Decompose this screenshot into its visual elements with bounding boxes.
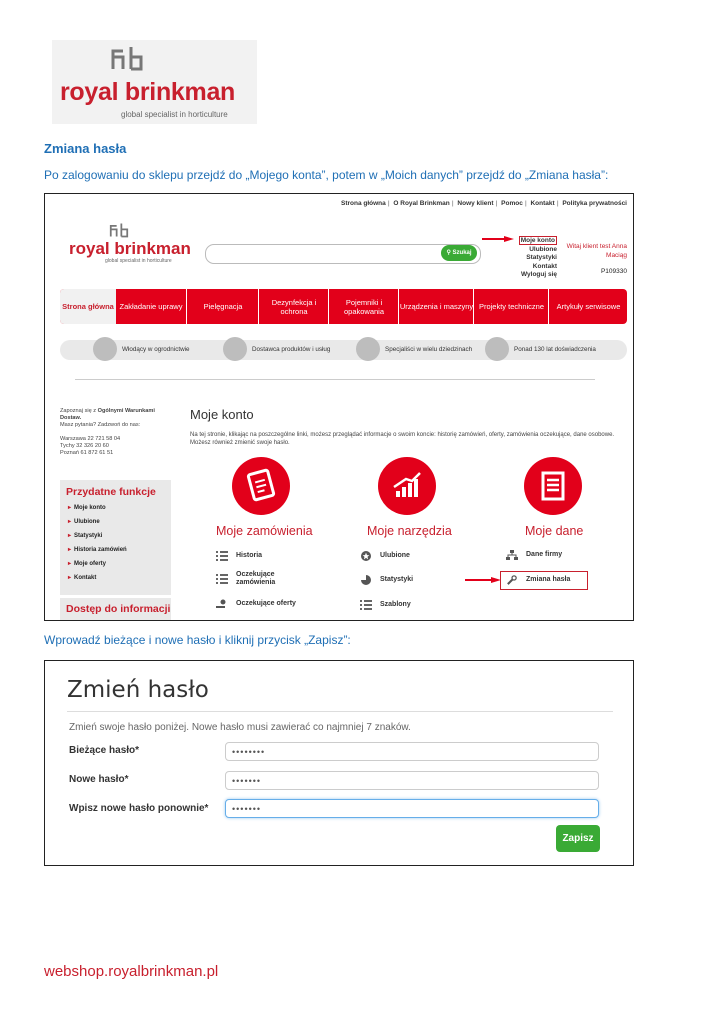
site-logo-tagline: global specialist in horticulture <box>105 258 172 264</box>
category-nav <box>60 289 627 324</box>
instruction-text-1: Po zalogowaniu do sklepu przejdź do „Mojego konta”, potem w „Moich danych” przejdź do „Zmiana hasła”: <box>44 168 609 182</box>
link-pending-offers-label: Oczekujące oferty <box>236 600 296 607</box>
new-password-label: Nowe hasło* <box>69 774 129 785</box>
red-arrow-icon <box>482 236 514 242</box>
top-nav-home[interactable]: Strona główna <box>340 200 386 207</box>
search-button[interactable] <box>441 245 477 261</box>
account-menu-contact[interactable]: Kontakt <box>532 262 557 270</box>
usp-bar <box>60 340 627 360</box>
link-company-data-label: Dane firmy <box>526 551 563 558</box>
data-column-title[interactable]: Moje dane <box>525 524 584 538</box>
usp-leader: Włodący w ogrodnictwie <box>122 346 190 353</box>
repeat-password-label: Wpisz nowe hasło ponownie* <box>69 803 209 814</box>
category-technical-projects[interactable]: Projekty techniczne <box>473 289 549 324</box>
terms-link[interactable]: Ogólnymi Warunkami Dostaw. <box>60 408 155 421</box>
top-nav-privacy[interactable]: Polityka prywatności <box>562 200 627 207</box>
welcome-text: Witaj klient test Anna Maciąg <box>566 243 627 259</box>
info-access-title[interactable]: Dostęp do informacji <box>66 603 171 615</box>
brand-emblem-icon <box>110 45 144 71</box>
hand-coin-icon <box>216 599 228 609</box>
category-disinfection[interactable]: Dezynfekcja i ochrona <box>258 289 329 324</box>
account-menu-my-account[interactable]: Moje konto <box>520 237 555 244</box>
account-menu-logout[interactable]: Wyloguj się <box>521 271 557 278</box>
top-nav: Strona główna | O Royal Brinkman | Nowy klient | Pomoc | Kontakt | Polityka prywatności <box>340 200 627 207</box>
top-nav-new-client[interactable]: Nowy klient <box>457 200 494 207</box>
account-menu-favorites[interactable]: Ulubione <box>529 245 557 253</box>
sidebar-item-my-account[interactable]: ▸ Moje konto <box>68 501 127 515</box>
sidebar-item-statistics[interactable]: ▸ Statystyki <box>68 529 127 543</box>
phone-poznan: Poznań 61 872 61 51 <box>60 450 114 456</box>
star-icon <box>360 551 372 561</box>
terms-prefix: Zapoznaj się z <box>60 408 97 414</box>
tools-column-title[interactable]: Moje narzędzia <box>367 524 452 538</box>
pie-chart-icon <box>360 575 372 585</box>
new-password-field[interactable]: ••••••• <box>225 771 599 790</box>
form-description: Zmień swoje hasło poniżej. Nowe hasło musi zawierać co najmniej 7 znaków. <box>69 722 411 733</box>
account-menu-statistics[interactable]: Statystyki <box>526 254 557 261</box>
sidebar-info <box>60 408 170 457</box>
account-description: Na tej stronie, klikając na poszczególne linki, możesz przeglądać informacje o swoim koncie: historię zamówień, oferty, zamówienia oczekujące, dane osobowe. Możesz również zmienić swoje hasło. <box>190 432 615 446</box>
link-pending-orders-label: Oczekujące zamówienia <box>236 571 276 586</box>
site-logo[interactable]: royal brinkman <box>69 239 191 258</box>
site-logo-emblem-icon <box>109 222 129 238</box>
receipt-icon[interactable] <box>232 457 290 515</box>
category-machines[interactable]: Urządzenia i maszyny <box>398 289 474 324</box>
save-button[interactable]: Zapisz <box>556 825 600 852</box>
top-nav-contact[interactable]: Kontakt <box>530 200 555 207</box>
account-page-screenshot <box>44 193 634 621</box>
search-input[interactable] <box>205 244 481 264</box>
top-nav-about[interactable]: O Royal Brinkman <box>393 200 450 207</box>
sidebar-item-order-history[interactable]: ▸ Historia zamówień <box>68 543 127 557</box>
account-menu <box>515 237 557 280</box>
link-history-label: Historia <box>236 552 263 559</box>
link-favorites-label: Ulubione <box>380 552 410 559</box>
divider <box>75 379 595 380</box>
category-containers[interactable]: Pojemniki i opakowania <box>328 289 399 324</box>
phone-tychy: Tychy 32 326 20 60 <box>60 443 109 449</box>
page-heading: Zmiana hasła <box>44 141 127 156</box>
search-button-label: Szukaj <box>452 250 472 256</box>
top-nav-help[interactable]: Pomoc <box>501 200 523 207</box>
list-icon <box>216 574 228 584</box>
link-templates[interactable] <box>360 600 411 610</box>
current-password-field[interactable]: •••••••• <box>225 742 599 761</box>
footer-url[interactable]: webshop.royalbrinkman.pl <box>44 963 219 980</box>
brand-tagline: global specialist in horticulture <box>121 110 228 119</box>
phone-warsaw: Warszawa 22 721 58 04 <box>60 436 121 442</box>
usp-supplier: Dostawca produktów i usług <box>252 346 331 353</box>
category-crop-setup[interactable]: Zakładanie uprawy <box>119 302 183 311</box>
list-icon <box>360 600 372 610</box>
list-icon <box>216 551 228 561</box>
link-company-data[interactable] <box>506 550 562 560</box>
orders-column-title[interactable]: Moje zamówienia <box>216 524 313 538</box>
link-favorites[interactable] <box>360 551 410 561</box>
link-history[interactable] <box>216 551 262 561</box>
useful-functions-list <box>68 501 127 585</box>
link-change-password-label: Zmiana hasła <box>526 576 571 583</box>
category-service-items[interactable]: Artykuły serwisowe <box>548 289 628 324</box>
form-divider <box>67 711 613 712</box>
category-care[interactable]: Pielęgnacja <box>186 289 259 324</box>
search-icon: ⚲ <box>446 250 451 256</box>
lightbulb-icon <box>356 337 380 361</box>
account-title: Moje konto <box>190 407 254 422</box>
instruction-text-2: Wprowadź bieżące i nowe hasło i kliknij przycisk „Zapisz”: <box>44 633 351 647</box>
cycle-icon <box>485 337 509 361</box>
usp-specialists: Specjaliści w wielu dziedzinach <box>385 346 473 353</box>
change-password-screenshot <box>44 660 634 866</box>
usp-experience: Ponad 130 lat doświadczenia <box>514 346 596 353</box>
red-arrow-icon <box>465 577 501 583</box>
sitemap-icon <box>506 550 518 560</box>
sidebar-item-my-offers[interactable]: ▸ Moje oferty <box>68 557 127 571</box>
link-statistics[interactable] <box>360 575 413 585</box>
sidebar-item-favorites[interactable]: ▸ Ulubione <box>68 515 127 529</box>
useful-functions-title: Przydatne funkcje <box>66 486 156 498</box>
link-templates-label: Szablony <box>380 601 411 608</box>
link-statistics-label: Statystyki <box>380 576 414 583</box>
building-icon <box>93 337 117 361</box>
link-pending-orders[interactable] <box>216 571 296 587</box>
link-pending-offers[interactable] <box>216 599 296 609</box>
document-icon[interactable] <box>524 457 582 515</box>
sidebar-item-contact[interactable]: ▸ Kontakt <box>68 571 127 585</box>
repeat-password-field[interactable]: ••••••• <box>225 799 599 818</box>
brand-wordmark: royal brinkman <box>60 78 236 106</box>
customer-number: P109330 <box>600 268 627 275</box>
form-title: Zmień hasło <box>67 677 209 703</box>
category-home[interactable]: Strona główna <box>60 289 116 324</box>
handshake-icon <box>223 337 247 361</box>
call-text: Masz pytania? Zadzwoń do nas: <box>60 422 141 428</box>
link-change-password[interactable] <box>506 575 570 585</box>
chart-icon[interactable] <box>378 457 436 515</box>
wrench-icon <box>506 575 518 585</box>
current-password-label: Bieżące hasło* <box>69 745 140 756</box>
